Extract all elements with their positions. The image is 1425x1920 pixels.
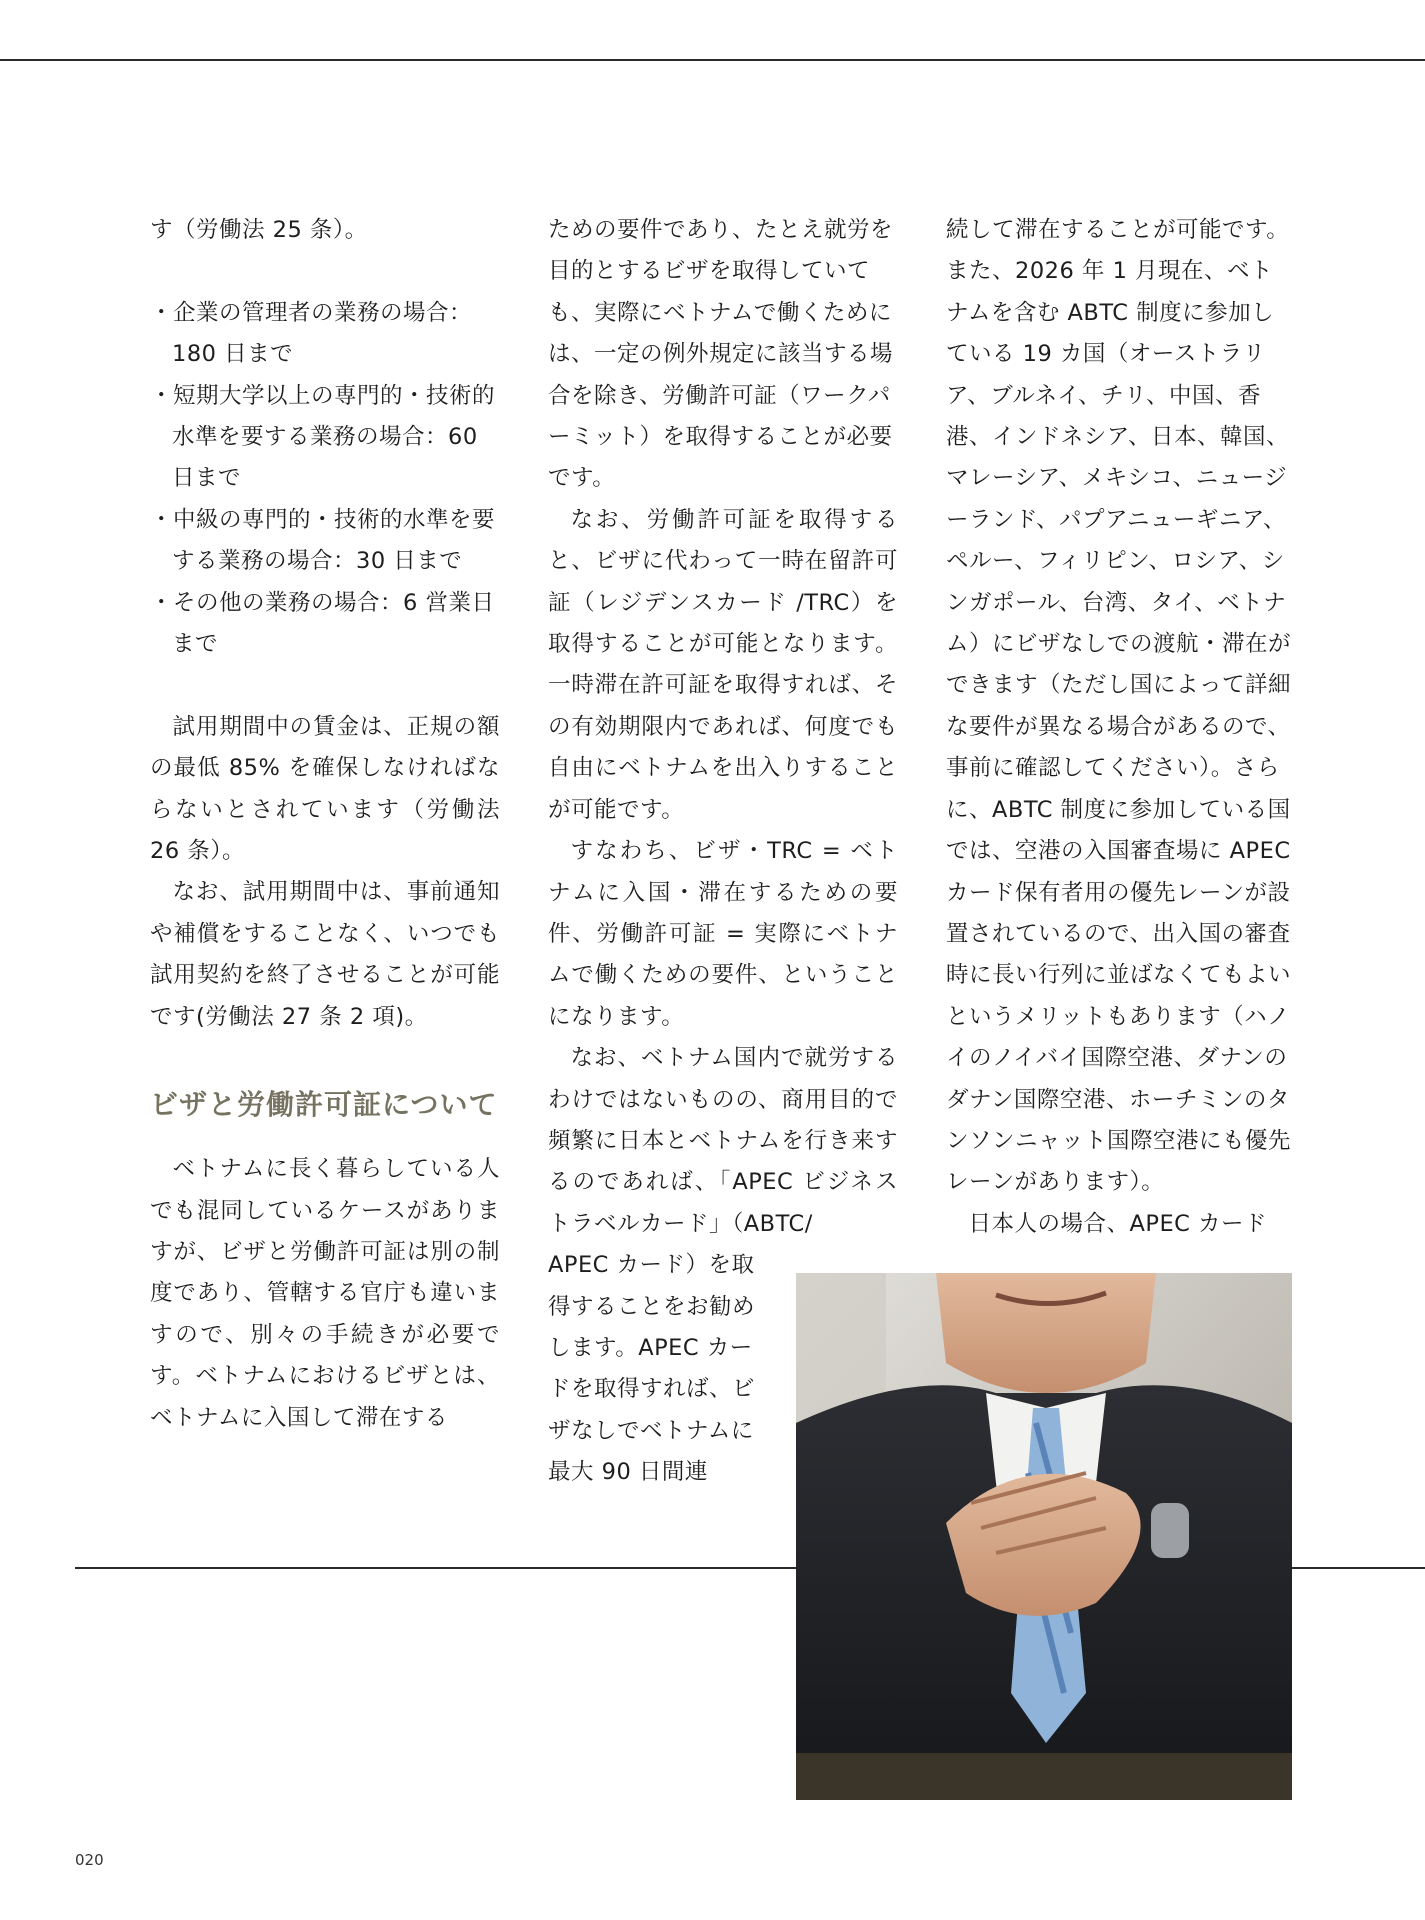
bullet-item-3: ・中級の専門的・技術的水準を要する業務の場合：30 日まで [150,506,496,575]
column1-paragraph-2: なお、試用期間中は、事前通知や補償をすることなく、いつでも試用契約を終了させることが可能です(労働法 27 条 2 項)。 [150,879,500,1030]
spacer [150,251,500,292]
column3-paragraph-2: 日本人の場合、APEC カード [968,1210,1268,1237]
section-heading: ビザと労働許可証について [150,1088,498,1122]
column3-paragraph-1: 続して滞在することが可能です。また、2026 年 1 月現在、ベトナムを含む ABTC 制度に参加している 19 カ国（オーストラリア、ブルネイ、チリ、中国、香港、インドネシア、日本、韓国、マレーシア、メキシコ、ニュージーランド、パプアニューギニア、ペルー、フィリピン、ロシア、シンガポール、台湾、タイ、ベトナム）にビザなしでの渡航・滞在ができます（ただし国によって詳細な要件が異なる場合があるので、事前に確認してください）。さらに、ABTC 制度に参加している国では、空港の入国審査場に APEC カード保有者用の優先レーンが設置されているので、出入国の審査時に長い行列に並ばなくてもよいというメリットもあります（ハノイのノイバイ国際空港、ダナンのダナン国際空港、ホーチミンのタンソンニャット国際空港にも優先レーンがあります）。 [946,217,1292,1196]
bullet-item-4: ・その他の業務の場合：6 営業日まで [150,589,495,658]
column-3 [946,210,1296,1245]
column2-paragraph-4: なお、ベトナム国内で就労するわけではないものの、商用目的で頻繁に日本とベトナムを行き来するのであれば、「APEC ビジネストラベルカード」（ABTC/ [548,1045,898,1237]
column1-paragraph-3: ベトナムに長く暮らしている人でも混同しているケースがありますが、ビザと労働許可証は別の制度であり、管轄する官庁も違いますので、別々の手続きが必要です。ベトナムにおけるビザとは、ベトナムに入国して滞在する [150,1156,500,1431]
column2-paragraph-3: すなわち、ビザ・TRC = ベトナムに入国・滞在するための要件、労働許可証 = 実際にベトナムで働くための要件、ということになります。 [548,838,898,1030]
businessman-photo [796,1273,1292,1800]
spacer [150,665,500,706]
column1-paragraph-1: 試用期間中の賃金は、正規の額の最低 85% を確保しなければならないとされています（労働法 26 条）。 [150,713,500,865]
column-1 [150,210,500,1439]
businessman-illustration [796,1273,1292,1800]
bullet-item-2: ・短期大学以上の専門的・技術的水準を要する業務の場合：60 日まで [150,382,496,492]
bullet-item-1: ・企業の管理者の業務の場合：180 日まで [150,299,473,368]
page-number: 020 [75,1851,104,1869]
column2-paragraph-2: なお、労働許可証を取得すると、ビザに代わって一時在留許可証（レジデンスカード /TRC）を取得することが可能となります。一時滞在許可証を取得すれば、その有効期限内であれば、何度でも自由にベトナムを出入りすることが可能です。 [548,506,898,823]
column2-paragraph-1: ための要件であり、たとえ就労を目的とするビザを取得していても、実際にベトナムで働くためには、一定の例外規定に該当する場合を除き、労働許可証（ワークパーミット）を取得することが必要です。 [548,217,894,492]
column1-intro: す（労働法 25 条）。 [150,217,368,243]
column2-wrapped-text: APEC カード）を取得することをお勧めします。APEC カードを取得すれば、ビザなしでベトナムに最大 90 日間連 [548,1252,756,1486]
top-rule [0,59,1425,61]
